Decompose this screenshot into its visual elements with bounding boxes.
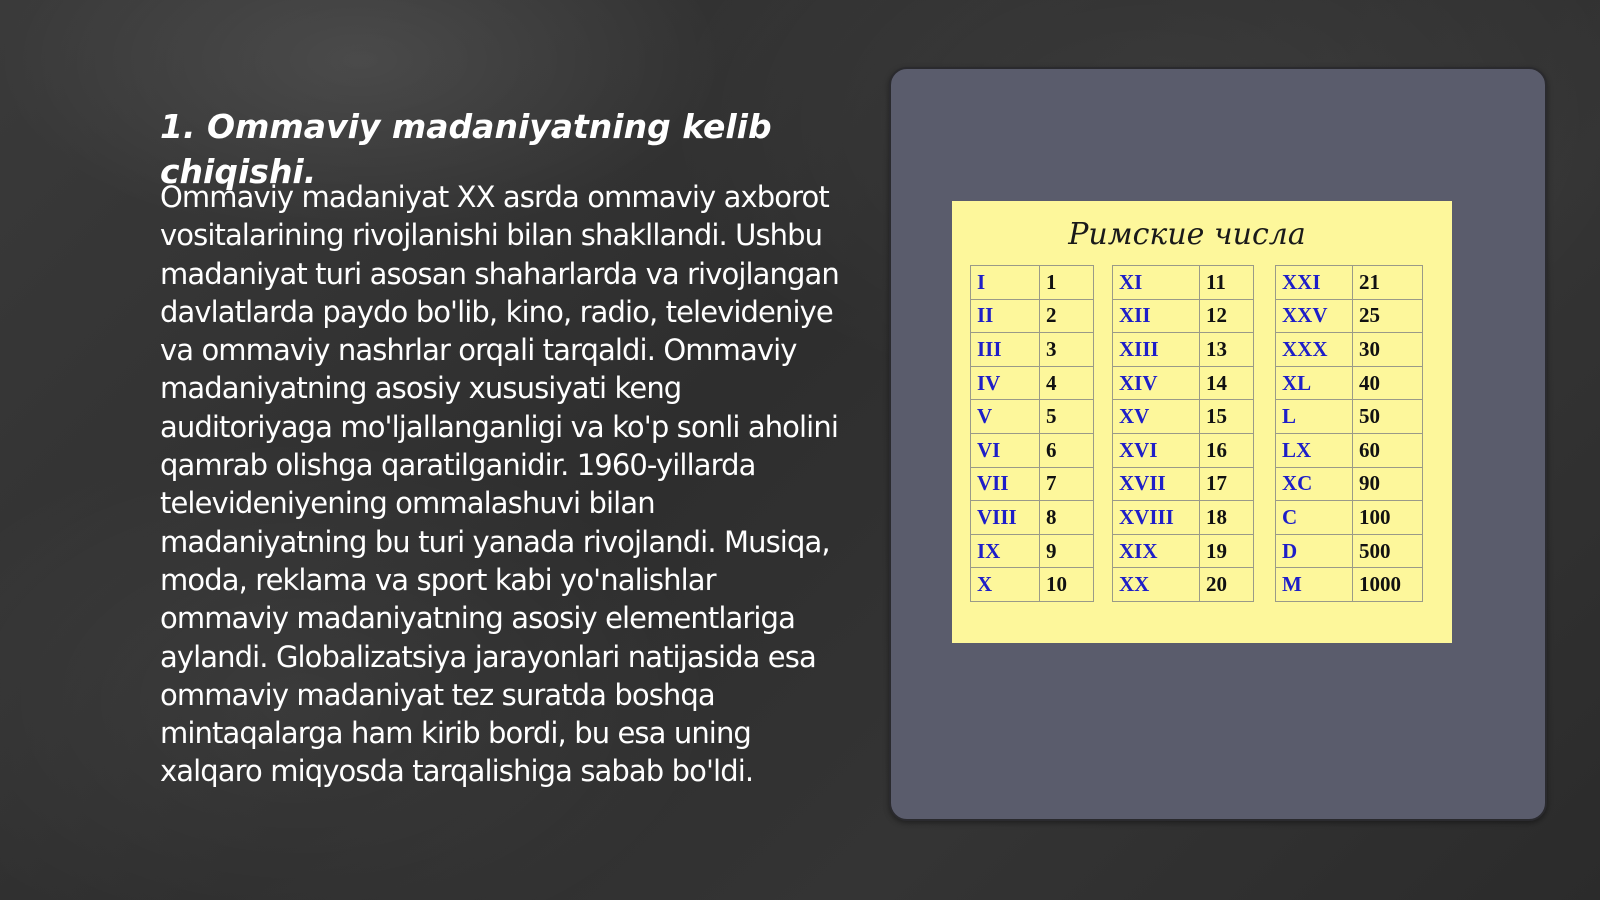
numeral-row xyxy=(1276,534,1423,568)
numeral-row xyxy=(971,501,1094,535)
roman-numeral: XXI xyxy=(1276,266,1353,300)
roman-numeral: XVI xyxy=(1113,433,1200,467)
roman-numeral: XII xyxy=(1113,299,1200,333)
arabic-number: 21 xyxy=(1353,266,1423,300)
roman-numeral: XIV xyxy=(1113,366,1200,400)
roman-numeral: XIX xyxy=(1113,534,1200,568)
numeral-row xyxy=(1276,433,1423,467)
numeral-row xyxy=(1276,400,1423,434)
arabic-number: 18 xyxy=(1200,501,1254,535)
roman-numeral: VI xyxy=(971,433,1040,467)
arabic-number: 4 xyxy=(1040,366,1094,400)
roman-numeral: XI xyxy=(1113,266,1200,300)
arabic-number: 25 xyxy=(1353,299,1423,333)
roman-numeral: III xyxy=(971,333,1040,367)
numeral-row xyxy=(971,433,1094,467)
slide-heading: 1. Ommaviy madaniyatning kelib chiqishi. xyxy=(160,107,772,191)
arabic-number: 50 xyxy=(1353,400,1423,434)
arabic-number: 40 xyxy=(1353,366,1423,400)
roman-numeral: XL xyxy=(1276,366,1353,400)
roman-numeral: D xyxy=(1276,534,1353,568)
numeral-row xyxy=(1113,467,1254,501)
arabic-number: 6 xyxy=(1040,433,1094,467)
slide-body-text: Ommaviy madaniyat XX asrda ommaviy axborot vositalarining rivojlanishi bilan shakllandi. Ushbu madaniyat turi asosan shaharlarda va rivojlangan davlatlarda paydo bo'lib, kino, radio, televideniye va ommaviy nashrlar orqali tarqaldi. Ommaviy madaniyatning asosiy xususiyati keng auditoriyaga mo'ljallanganligi va ko'p sonli aholini qamrab olishga qaratilganidir. 1960-yillarda televideniyening ommalashuvi bilan madaniyatning bu turi yanada rivojlandi. Musiqa, moda, reklama va sport kabi yo'nalishlar ommaviy madaniyatning asosiy elementlariga aylandi. Globalizatsiya jarayonlari natijasida esa ommaviy madaniyat tez suratda boshqa mintaqalarga ham kirib bordi, bu esa uning xalqaro miqyosda tarqalishiga sabab bo'ldi. xyxy=(160,180,839,789)
roman-numerals-title: Римские числа xyxy=(1068,217,1306,252)
roman-numeral: I xyxy=(971,266,1040,300)
numeral-row xyxy=(1113,501,1254,535)
arabic-number: 12 xyxy=(1200,299,1254,333)
arabic-number: 7 xyxy=(1040,467,1094,501)
arabic-number: 13 xyxy=(1200,333,1254,367)
arabic-number: 90 xyxy=(1353,467,1423,501)
roman-numeral: L xyxy=(1276,400,1353,434)
roman-numeral: M xyxy=(1276,568,1353,602)
roman-numeral: LX xyxy=(1276,433,1353,467)
numeral-row xyxy=(1113,568,1254,602)
arabic-number: 3 xyxy=(1040,333,1094,367)
numeral-group-3 xyxy=(1275,265,1423,602)
arabic-number: 30 xyxy=(1353,333,1423,367)
roman-numerals-image xyxy=(952,201,1452,643)
image-panel xyxy=(889,67,1547,821)
roman-numeral: II xyxy=(971,299,1040,333)
numeral-row xyxy=(1276,333,1423,367)
arabic-number: 100 xyxy=(1353,501,1423,535)
arabic-number: 5 xyxy=(1040,400,1094,434)
arabic-number: 500 xyxy=(1353,534,1423,568)
roman-numeral: VIII xyxy=(971,501,1040,535)
roman-numeral: V xyxy=(971,400,1040,434)
numeral-row xyxy=(1276,568,1423,602)
roman-numeral: X xyxy=(971,568,1040,602)
arabic-number: 60 xyxy=(1353,433,1423,467)
numeral-row xyxy=(1113,299,1254,333)
arabic-number: 20 xyxy=(1200,568,1254,602)
arabic-number: 19 xyxy=(1200,534,1254,568)
numeral-row xyxy=(1113,366,1254,400)
numeral-row xyxy=(1113,400,1254,434)
roman-numeral: IV xyxy=(971,366,1040,400)
numeral-row xyxy=(971,333,1094,367)
arabic-number: 11 xyxy=(1200,266,1254,300)
numeral-row xyxy=(1276,299,1423,333)
roman-numeral: XVII xyxy=(1113,467,1200,501)
arabic-number: 10 xyxy=(1040,568,1094,602)
numeral-row xyxy=(1276,266,1423,300)
roman-numeral: C xyxy=(1276,501,1353,535)
arabic-number: 9 xyxy=(1040,534,1094,568)
arabic-number: 1000 xyxy=(1353,568,1423,602)
roman-numeral: XX xyxy=(1113,568,1200,602)
roman-numeral: XXX xyxy=(1276,333,1353,367)
roman-numeral: XC xyxy=(1276,467,1353,501)
numeral-row xyxy=(971,366,1094,400)
numeral-row xyxy=(1113,266,1254,300)
roman-numeral: XXV xyxy=(1276,299,1353,333)
text-block xyxy=(160,104,850,791)
arabic-number: 16 xyxy=(1200,433,1254,467)
numeral-row xyxy=(1113,534,1254,568)
arabic-number: 8 xyxy=(1040,501,1094,535)
numeral-row xyxy=(1276,366,1423,400)
numeral-row xyxy=(1113,433,1254,467)
numeral-row xyxy=(971,299,1094,333)
roman-numeral: IX xyxy=(971,534,1040,568)
roman-numeral: XVIII xyxy=(1113,501,1200,535)
arabic-number: 15 xyxy=(1200,400,1254,434)
numeral-row xyxy=(971,467,1094,501)
arabic-number: 1 xyxy=(1040,266,1094,300)
arabic-number: 2 xyxy=(1040,299,1094,333)
numeral-row xyxy=(1113,333,1254,367)
numeral-row xyxy=(971,400,1094,434)
numeral-group-1 xyxy=(970,265,1094,602)
numeral-row xyxy=(971,266,1094,300)
numeral-row xyxy=(1276,501,1423,535)
roman-numeral: XIII xyxy=(1113,333,1200,367)
numeral-group-2 xyxy=(1112,265,1254,602)
arabic-number: 17 xyxy=(1200,467,1254,501)
roman-numeral: VII xyxy=(971,467,1040,501)
numeral-row xyxy=(1276,467,1423,501)
arabic-number: 14 xyxy=(1200,366,1254,400)
numeral-row xyxy=(971,568,1094,602)
roman-numeral: XV xyxy=(1113,400,1200,434)
numeral-row xyxy=(971,534,1094,568)
